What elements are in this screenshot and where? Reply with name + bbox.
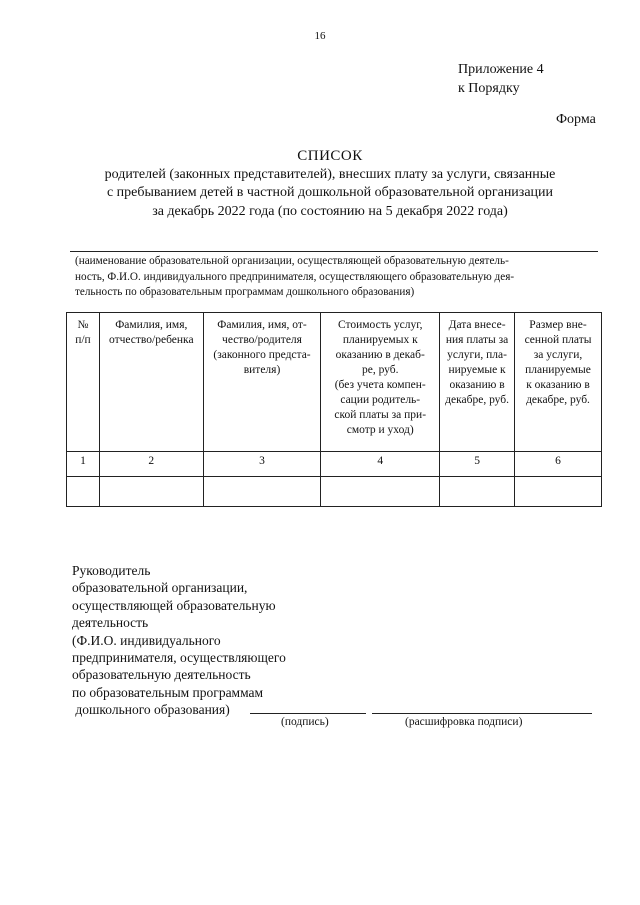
- column-number: 1: [67, 452, 100, 477]
- table-header-row: [67, 313, 602, 452]
- signatory-line: осуществляющей образовательную: [72, 597, 276, 613]
- title-line-1: родителей (законных представителей), внесших плату за услуги, связанные: [104, 166, 556, 182]
- organization-caption-line-3: тельность по образовательным программам дошкольного образования): [75, 286, 415, 298]
- signatory-line: Руководитель: [72, 563, 151, 578]
- signature-caption: (подпись): [281, 716, 329, 728]
- empty-cell: [203, 477, 321, 507]
- header-child-name: Фамилия, имя, отчество/ребенка: [99, 313, 203, 452]
- appendix-line-2: к Порядку: [458, 81, 520, 96]
- document-title: [60, 147, 600, 221]
- title-main: СПИСОК: [297, 148, 363, 164]
- title-line-2: с пребыванием детей в частной дошкольной образовательной организации: [106, 185, 554, 200]
- page-number: 16: [314, 30, 326, 42]
- organization-caption-line-2: ность, Ф.И.О. индивидуального предпринимателя, осуществляющего образовательную дея-: [75, 270, 515, 283]
- signature-decode-line: [372, 713, 592, 714]
- organization-caption: [75, 254, 595, 301]
- form-label: Форма: [556, 112, 596, 127]
- column-number: 3: [203, 452, 321, 477]
- column-number-row: [67, 452, 602, 477]
- parents-table: [66, 312, 602, 507]
- title-line-3: за декабрь 2022 года (по состоянию на 5 декабря 2022 года): [152, 203, 508, 219]
- empty-cell: [99, 477, 203, 507]
- organization-caption-line-1: (наименование образовательной организации, осуществляющей образовательную деятель-: [75, 255, 509, 267]
- signatory-line: по образовательным программам: [72, 684, 264, 700]
- signatory-line: деятельность: [72, 615, 149, 631]
- signatory-line: образовательную деятельность: [72, 667, 251, 683]
- signatory-block: [72, 562, 286, 719]
- signatory-line: образовательной организации,: [72, 580, 248, 596]
- empty-cell: [321, 477, 440, 507]
- signatory-line: предпринимателя, осуществляющего: [72, 650, 286, 666]
- signature-decode-caption: (расшифровка подписи): [405, 716, 523, 728]
- header-service-cost: Стоимость услуг, планируемых к оказанию в декаб- ре, руб. (без учета компен- сации родитель- ской платы за при- смотр и уход): [321, 313, 440, 452]
- header-parent-name: Фамилия, имя, от- чество/родителя (законного предста- вителя): [203, 313, 321, 452]
- empty-cell: [440, 477, 515, 507]
- appendix-line-1: Приложение 4: [458, 62, 544, 77]
- header-payment-date: Дата внесе- ния платы за услуги, пла- нируемые к оказанию в декабре, руб.: [440, 313, 515, 452]
- organization-name-line: [70, 251, 598, 252]
- header-number: № п/п: [67, 313, 100, 452]
- signatory-line: (Ф.И.О. индивидуального: [72, 632, 221, 648]
- empty-data-row: [67, 477, 602, 507]
- signature-line: [250, 713, 366, 714]
- signatory-line: дошкольного образования): [72, 702, 230, 718]
- column-number: 4: [321, 452, 440, 477]
- header-payment-amount: Размер вне- сенной платы за услуги, планируемые к оказанию в декабре, руб.: [515, 313, 602, 452]
- empty-cell: [515, 477, 602, 507]
- appendix-reference: [458, 60, 544, 98]
- column-number: 5: [440, 452, 515, 477]
- empty-cell: [67, 477, 100, 507]
- column-number: 6: [515, 452, 602, 477]
- column-number: 2: [99, 452, 203, 477]
